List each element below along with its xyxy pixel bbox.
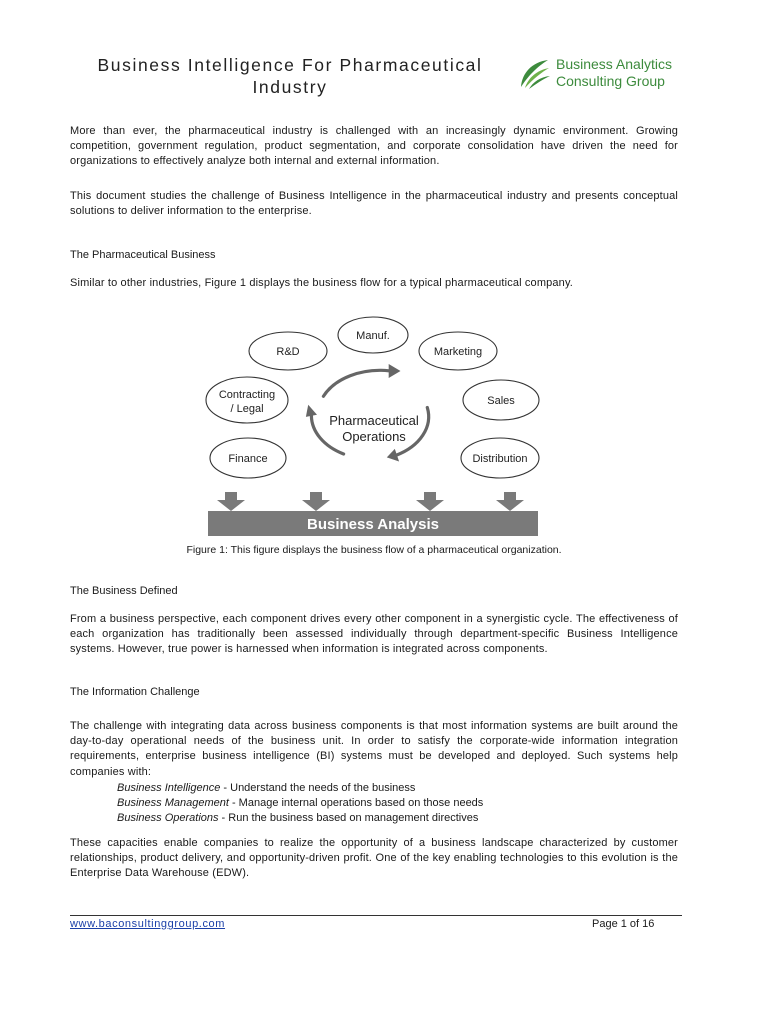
node-label-contracting-2: / Legal — [230, 403, 264, 415]
center-label-line-2: Operations — [342, 429, 406, 444]
section2-paragraph: From a business perspective, each component drives every other component in a synergistic cycle. The effectiveness of each organization has traditionally been assessed individually through department-specific Business Intelligence systems. However, true power is harnessed when information is integrated across components. — [70, 613, 678, 656]
capability-list — [117, 781, 483, 826]
down-arrow-icon — [416, 492, 444, 511]
footer-divider — [70, 915, 682, 916]
list-item-term: Business Operations — [117, 812, 219, 824]
logo-line-1: Business Analytics — [556, 56, 672, 72]
company-logo — [518, 56, 718, 96]
list-item-desc: - Understand the needs of the business — [220, 782, 416, 794]
logo-line-2: Consulting Group — [556, 73, 665, 89]
intro-paragraph-1: More than ever, the pharmaceutical industry is challenged with an increasingly dynamic environment. Growing competition, government regulation, product segmentation, and corporate consolidation have driven the need for organizations to effectively analyze both internal and external information. — [70, 125, 678, 168]
down-arrow-icon — [496, 492, 524, 511]
title-line-2: Industry — [252, 77, 328, 97]
list-item — [117, 811, 483, 826]
down-arrow-icon — [217, 492, 245, 511]
node-label-sales: Sales — [487, 395, 515, 407]
intro-paragraph-2: This document studies the challenge of Business Intelligence in the pharmaceutical industry and presents conceptual solutions to deliver information to the enterprise. — [70, 190, 678, 218]
down-arrow-icon — [302, 492, 330, 511]
node-label-contracting-1: Contracting — [218, 389, 276, 401]
list-item-term: Business Intelligence — [117, 782, 221, 794]
footer-website-link[interactable]: www.baconsultinggroup.com — [70, 918, 226, 930]
business-analysis-label: Business Analysis — [306, 516, 440, 533]
figure-caption: Figure 1: This figure displays the business flow of a pharmaceutical organization. — [186, 544, 562, 556]
section-heading-information-challenge: The Information Challenge — [70, 686, 200, 698]
title-line-1: Business Intelligence For Pharmaceutical — [97, 55, 483, 75]
down-arrows — [217, 492, 524, 511]
node-label-finance: Finance — [228, 453, 268, 465]
center-label-line-1: Pharmaceutical — [329, 413, 419, 428]
leaf-logo-icon — [518, 57, 552, 91]
node-label-rnd: R&D — [276, 346, 300, 358]
list-item-term: Business Management — [117, 797, 229, 809]
section-heading-business-defined: The Business Defined — [70, 585, 178, 597]
page-number: Page 1 of 16 — [592, 918, 655, 930]
list-item — [117, 781, 483, 796]
document-title — [70, 54, 510, 98]
list-item-desc: - Manage internal operations based on those needs — [228, 797, 484, 809]
node-label-manuf: Manuf. — [356, 330, 390, 342]
logo-wordmark — [556, 56, 672, 90]
section-heading-pharmaceutical-business: The Pharmaceutical Business — [70, 249, 216, 261]
list-item — [117, 796, 483, 811]
business-flow-figure — [200, 316, 548, 542]
section1-paragraph: Similar to other industries, Figure 1 displays the business flow for a typical pharmaceutical company. — [70, 277, 573, 289]
node-label-marketing: Marketing — [433, 346, 483, 358]
node-label-distribution: Distribution — [472, 453, 528, 465]
list-item-desc: - Run the business based on management directives — [218, 812, 479, 824]
section3-paragraph-2: These capacities enable companies to realize the opportunity of a business landscape characterized by customer relationships, product delivery, and opportunity-driven profit. One of the key enabling technologies to this evolution is the Enterprise Data Warehouse (EDW). — [70, 837, 678, 880]
section3-paragraph-1: The challenge with integrating data across business components is that most information systems are built around the day-to-day operational needs of the business unit. In order to satisfy the corporate-wide information integration requirements, enterprise business intelligence (BI) systems must be developed and deployed. Such systems help companies with: — [70, 720, 678, 778]
